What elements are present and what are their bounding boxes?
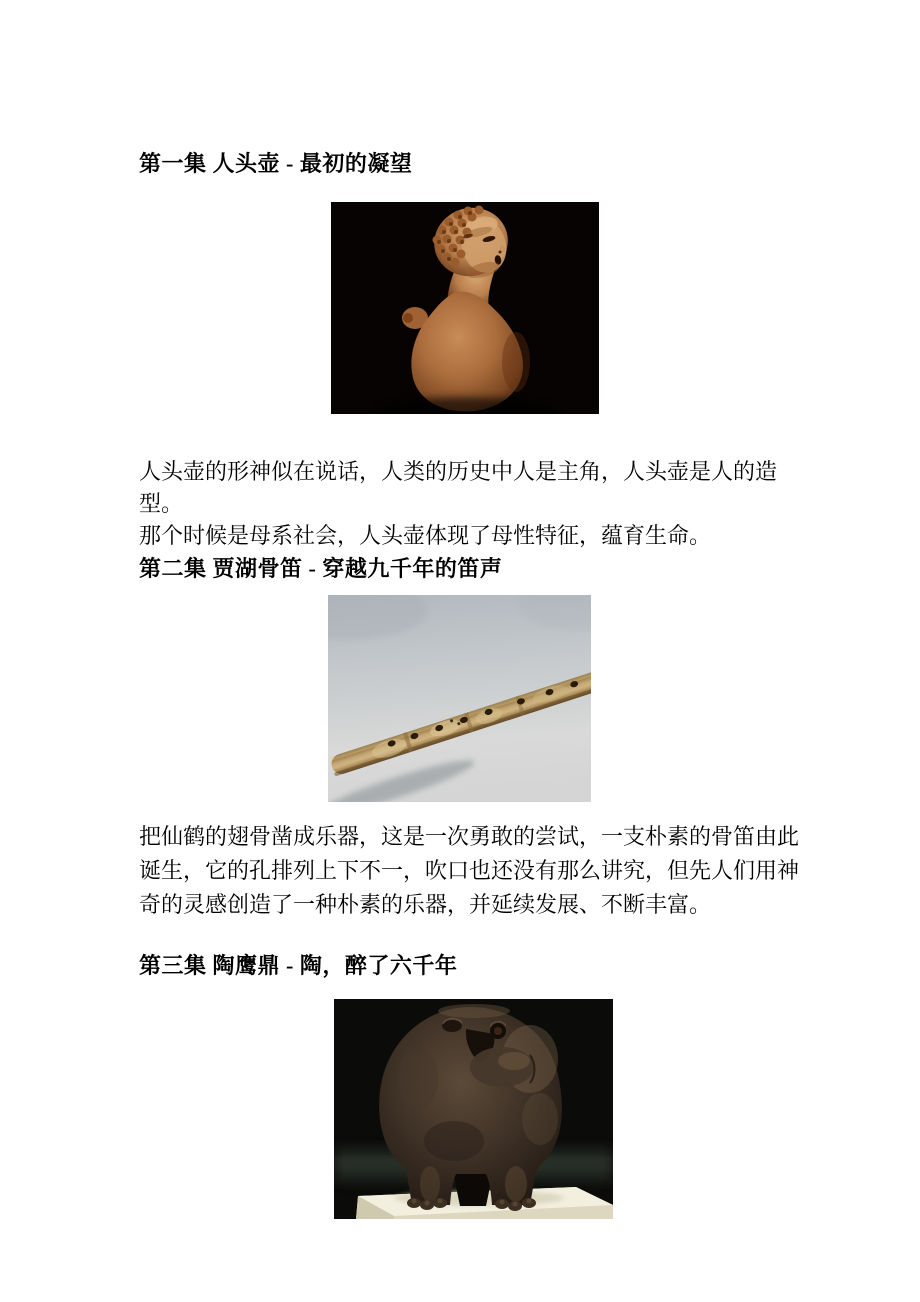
pottery-eagle-ding-art [334,999,613,1219]
human-head-pot-art [331,202,599,414]
episode-2-paragraph [139,820,814,922]
bone-flute-image [328,595,591,802]
human-head-pot-image [331,202,599,414]
episode-1-paragraph [139,456,804,552]
paragraph-line: 那个时候是母系社会，人头壶体现了母性特征，蕴育生命。 [139,523,712,548]
bone-flute-art [328,595,591,802]
paragraph-line: 把仙鹤的翅骨凿成乐器，这是一次勇敢的尝试，一支朴素的骨笛由此 [139,824,800,849]
paragraph-line: 人头壶的形神似在说话，人类的历史中人是主角，人头壶是人的造型。 [139,459,778,516]
episode-2-heading: 第二集 贾湖骨笛 - 穿越九千年的笛声 [139,556,503,581]
paragraph-line: 诞生，它的孔排列上下不一，吹口也还没有那么讲究，但先人们用神 [139,858,800,883]
episode-1-heading: 第一集 人头壶 - 最初的凝望 [139,151,413,176]
pottery-eagle-ding-image [334,999,613,1219]
episode-3-heading: 第三集 陶鹰鼎 - 陶，醉了六千年 [139,953,458,978]
paragraph-line: 奇的灵感创造了一种朴素的乐器，并延续发展、不断丰富。 [139,892,712,917]
